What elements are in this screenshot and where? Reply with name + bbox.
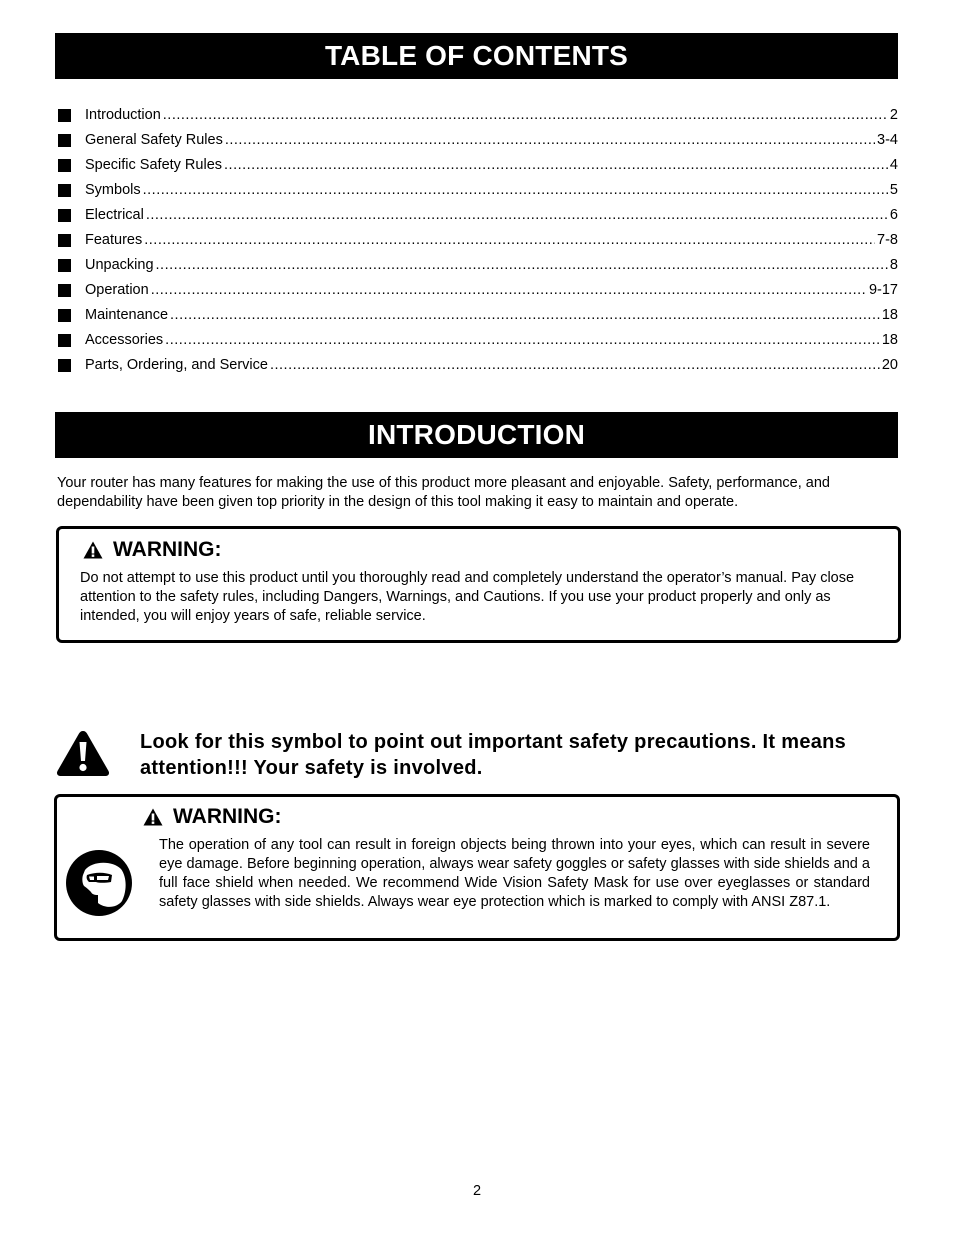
toc-item-electrical[interactable] [58, 204, 898, 229]
toc-item-label: Maintenance [85, 307, 169, 323]
square-bullet-icon [58, 309, 71, 322]
toc-item-label: Operation [85, 282, 149, 298]
square-bullet-icon [58, 109, 71, 122]
warning-box-manual [56, 526, 901, 643]
dot-leader [144, 229, 875, 251]
square-bullet-icon [58, 334, 71, 347]
square-bullet-icon [58, 209, 71, 222]
toc-item-page: 2 [889, 107, 898, 123]
square-bullet-icon [58, 284, 71, 297]
toc-item-page: 5 [889, 182, 898, 198]
warning-heading [143, 805, 282, 829]
toc-item-label: Specific Safety Rules [85, 157, 223, 173]
table-of-contents [58, 104, 898, 379]
toc-item-label: Accessories [85, 332, 164, 348]
eye-protection-icon [65, 849, 133, 917]
toc-item-unpacking[interactable] [58, 254, 898, 279]
toc-item-specific-safety-rules[interactable] [58, 154, 898, 179]
toc-item-symbols[interactable] [58, 179, 898, 204]
toc-item-label: Unpacking [85, 257, 154, 273]
warning-heading [83, 538, 222, 562]
dot-leader [224, 154, 888, 176]
square-bullet-icon [58, 234, 71, 247]
toc-item-accessories[interactable] [58, 329, 898, 354]
toc-item-page: 18 [881, 307, 898, 323]
warning-heading-text: WARNING: [173, 805, 282, 828]
toc-item-page: 7-8 [877, 232, 898, 248]
safety-alert-icon [56, 730, 110, 777]
warning-heading-text: WARNING: [113, 538, 222, 561]
toc-item-page: 6 [889, 207, 898, 223]
toc-title: TABLE OF CONTENTS [55, 33, 898, 79]
safety-alert-icon [143, 808, 163, 826]
square-bullet-icon [58, 359, 71, 372]
toc-item-page: 3-4 [877, 132, 898, 148]
toc-item-parts-ordering-service[interactable] [58, 354, 898, 379]
toc-item-page: 20 [881, 357, 898, 373]
toc-item-label: Symbols [85, 182, 141, 198]
toc-item-operation[interactable] [58, 279, 898, 304]
toc-item-page: 8 [889, 257, 898, 273]
dot-leader [170, 304, 880, 326]
dot-leader [151, 279, 867, 301]
warning-text: The operation of any tool can result in foreign objects being thrown into your eyes, which can result in severe eye damage. Before beginning operation, always wear safety goggles or safety glasses with side shields and a full face shield when needed. We recommend Wide Vision Safety Mask for use over eyeglasses or standard safety glasses with side shields. Always wear eye protection which is marked to comply with ANSI Z87.1. [159, 837, 870, 910]
toc-item-label: General Safety Rules [85, 132, 223, 148]
warning-text: Do not attempt to use this product until you thoroughly read and completely understand the operator’s manual. Pay close attention to the safety rules, including Dangers, Warnings, and Cautions. If you use your product properly and only as intended, you will enjoy years of safe, reliable service. [80, 570, 855, 624]
toc-item-page: 9-17 [868, 282, 898, 298]
square-bullet-icon [58, 159, 71, 172]
dot-leader [163, 104, 888, 126]
square-bullet-icon [58, 184, 71, 197]
introduction-text: Your router has many features for making the use of this product more pleasant and enjoyable. Safety, performance, and dependability have been given top priority in the design of this tool making it easy to maintain and operate. [57, 475, 830, 510]
toc-item-page: 18 [881, 332, 898, 348]
symbol-notice-text: Look for this symbol to point out important safety precautions. It means attention!!! Your safety is involved. [140, 731, 847, 779]
warning-box-eye-protection [54, 794, 900, 941]
toc-item-introduction[interactable] [58, 104, 898, 129]
dot-leader [165, 329, 880, 351]
page-number: 2 [472, 1183, 482, 1199]
dot-leader [143, 179, 888, 201]
toc-item-page: 4 [889, 157, 898, 173]
toc-item-general-safety-rules[interactable] [58, 129, 898, 154]
toc-item-label: Introduction [85, 107, 161, 123]
toc-item-maintenance[interactable] [58, 304, 898, 329]
toc-item-features[interactable] [58, 229, 898, 254]
toc-item-label: Electrical [85, 207, 144, 223]
toc-item-label: Parts, Ordering, and Service [85, 357, 268, 373]
safety-alert-icon [83, 541, 103, 559]
dot-leader [225, 129, 875, 151]
introduction-title: INTRODUCTION [55, 412, 898, 458]
square-bullet-icon [58, 134, 71, 147]
dot-leader [146, 204, 888, 226]
square-bullet-icon [58, 259, 71, 272]
dot-leader [270, 354, 880, 376]
dot-leader [156, 254, 888, 276]
toc-item-label: Features [85, 232, 143, 248]
